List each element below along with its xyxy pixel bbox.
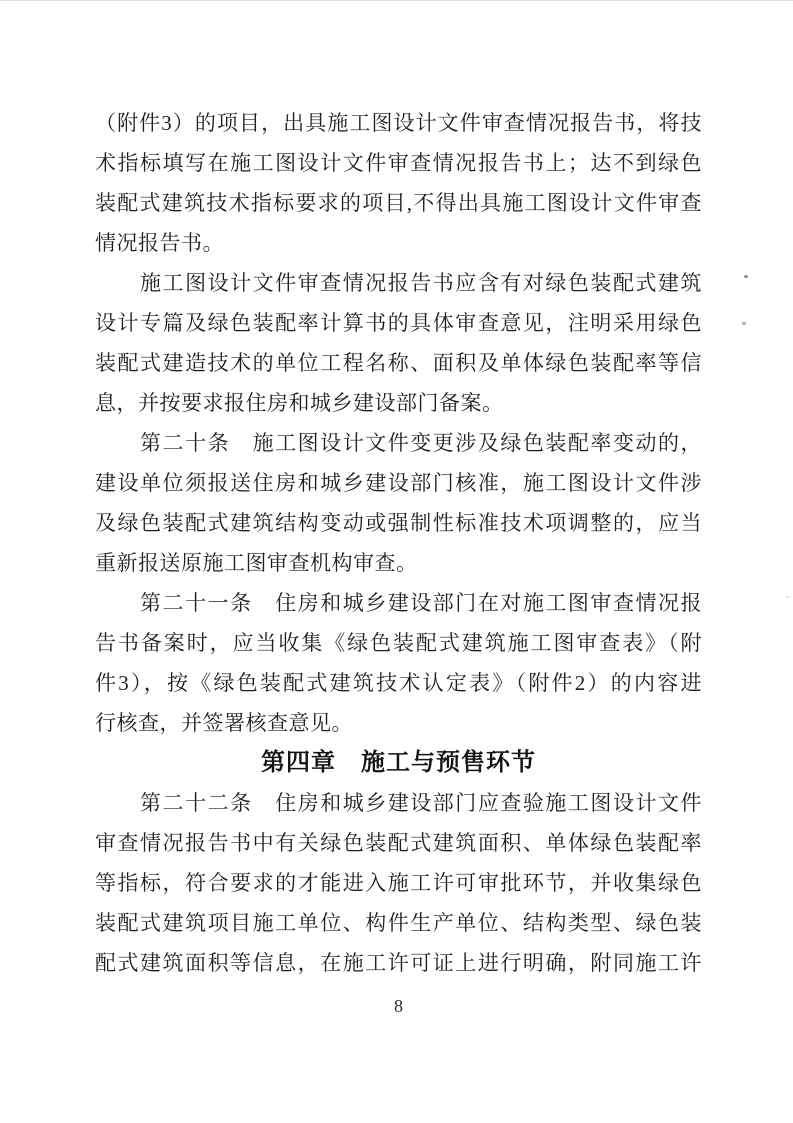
text-line: 术指标填写在施工图设计文件审查情况报告书上；达不到绿色	[95, 151, 702, 175]
text-line: 第二十一条 住房和城乡建设部门在对施工图审查情况报	[95, 591, 702, 615]
text-line: 装配式建造技术的单位工程名称、面积及单体绿色装配率等信	[95, 351, 702, 375]
body-paragraph	[95, 103, 702, 263]
scan-speck	[742, 322, 746, 325]
text-line: 件3），按《绿色装配式建筑技术认定表》（附件2）的内容进	[95, 671, 702, 695]
text-line: 配式建筑面积等信息，在施工许可证上进行明确，附同施工许	[95, 951, 702, 975]
text-line: 及绿色装配式建筑结构变动或强制性标准技术项调整的，应当	[95, 511, 702, 535]
text-line: 审查情况报告书中有关绿色装配式建筑面积、单体绿色装配率	[95, 831, 702, 855]
text-line: 重新报送原施工图审查机构审查。	[95, 551, 418, 575]
body-paragraph	[95, 423, 702, 583]
text-block	[95, 103, 702, 983]
text-line: 装配式建筑项目施工单位、构件生产单位、结构类型、绿色装	[95, 911, 702, 935]
body-paragraph	[95, 783, 702, 983]
scan-speck	[786, 596, 789, 598]
text-line: 第二十条 施工图设计文件变更涉及绿色装配率变动的，	[95, 431, 702, 455]
text-line: （附件3）的项目，出具施工图设计文件审查情况报告书，将技	[95, 111, 702, 135]
text-line: 告书备案时，应当收集《绿色装配式建筑施工图审查表》（附	[95, 631, 702, 655]
chapter-heading: 第四章 施工与预售环节	[261, 749, 536, 776]
text-line: 施工图设计文件审查情况报告书应含有对绿色装配式建筑	[95, 271, 702, 295]
page-number: 8	[394, 996, 403, 1016]
text-line: 等指标，符合要求的才能进入施工许可审批环节，并收集绿色	[95, 871, 702, 895]
text-line: 设计专篇及绿色装配率计算书的具体审查意见，注明采用绿色	[95, 311, 702, 335]
text-line: 建设单位须报送住房和城乡建设部门核准，施工图设计文件涉	[95, 471, 702, 495]
text-line: 情况报告书。	[95, 231, 224, 255]
scan-speck	[744, 275, 748, 278]
body-paragraph	[95, 263, 702, 423]
text-line: 息，并按要求报住房和城乡建设部门备案。	[95, 391, 504, 415]
text-line: 第二十二条 住房和城乡建设部门应查验施工图设计文件	[95, 791, 702, 815]
body-paragraph	[95, 583, 702, 743]
text-line: 装配式建筑技术指标要求的项目,不得出具施工图设计文件审查	[95, 191, 702, 215]
text-line: 行核查，并签署核查意见。	[95, 711, 353, 735]
